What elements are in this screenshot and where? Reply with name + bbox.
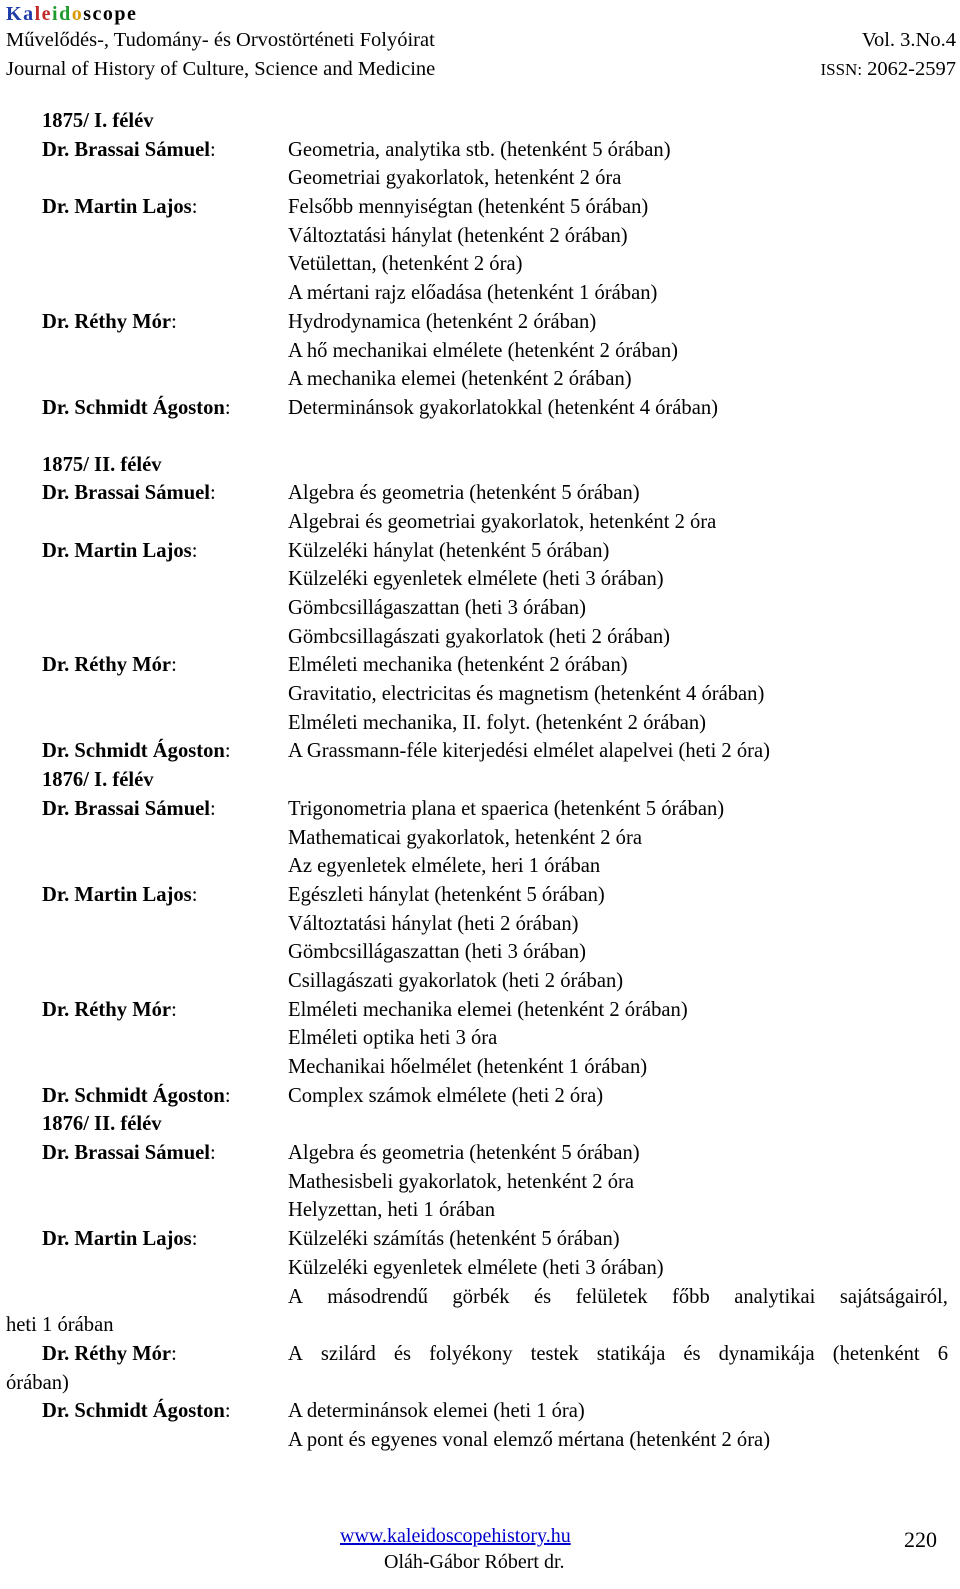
lecturer-name: Dr. Réthy Mór: [42,998,177,1021]
course-title: A Grassmann-féle kiterjedési elmélet alapelvei (heti 2 óra) [288,740,771,763]
lecturer-name: Dr. Réthy Mór: [42,654,177,677]
issn-value: 2062-2597 [867,58,956,80]
course-title: A pont és egyenes vonal elemző mértana (hetenként 2 óra) [288,1428,771,1451]
volume-label: Vol. 3.No.4 [861,29,956,51]
brand-letter: c [92,3,103,25]
course-title: Mathematicai gyakorlatok, hetenként 2 óra [288,826,642,849]
course-title: Helyzettan, heti 1 órában [288,1199,495,1222]
course-row [0,394,960,423]
course-row [0,1311,960,1340]
course-row [0,910,960,939]
course-row [0,881,960,910]
journal-header [6,2,956,84]
journal-title-en: Journal of History of Culture, Science and Medicine [6,58,436,80]
semester-heading-row [0,107,960,136]
course-row [0,1397,960,1426]
semester-heading: 1875/ I. félév [42,110,154,132]
course-row [0,824,960,853]
brand-letter: p [114,3,128,25]
course-title: Algebrai és geometriai gyakorlatok, hetenként 2 óra [288,510,717,533]
course-row [0,852,960,881]
course-title: Elméleti mechanika elemei (hetenként 2 órában) [288,998,688,1021]
course-row [0,565,960,594]
course-title: Algebra és geometria (hetenként 5 órában) [288,482,640,505]
brand-letter: o [71,3,84,25]
brand-letter: i [52,3,60,25]
course-row [0,222,960,251]
lecturer-name: Dr. Martin Lajos: [42,883,198,906]
course-row [0,1283,960,1312]
author-name: Oláh-Gábor Róbert dr. [384,1551,565,1573]
course-row [0,136,960,165]
brand-letter: o [102,3,115,25]
lecturer-name: Dr. Brassai Sámuel: [42,1142,216,1165]
course-row [0,737,960,766]
course-row [0,279,960,308]
lecturer-name: Dr. Martin Lajos: [42,1228,198,1251]
course-title: Vetülettan, (hetenként 2 óra) [288,253,523,276]
course-title: Külzeléki egyenletek elmélete (heti 3 órában) [288,1256,664,1279]
course-title: Hydrodynamica (hetenként 2 órában) [288,310,597,333]
course-title: Gömbcsillágaszattan (heti 3 órában) [288,597,586,619]
course-row [0,1053,960,1082]
issn [820,55,956,84]
spacer [0,423,960,451]
lecturer-name: Dr. Schmidt Ágoston: [42,396,231,419]
course-title: A szilárd és folyékony testek statikája és dynamikája (hetenként 6 [288,1342,948,1365]
lecturer-name: Dr. Réthy Mór: [42,1342,177,1365]
course-title: Csillagászati gyakorlatok (heti 2 órában) [288,969,624,992]
course-row [0,967,960,996]
course-title: Gömbcsillágaszattan (heti 3 órában) [288,941,586,964]
course-row [0,680,960,709]
lecturer-name: Dr. Brassai Sámuel: [42,797,216,820]
brand-letter: s [83,3,93,25]
course-row [0,651,960,680]
course-row [0,1340,960,1369]
course-title: Algebra és geometria (hetenként 5 órában) [288,1142,640,1165]
course-continuation: órában) [6,1371,69,1394]
lecturer-name: Dr. Schmidt Ágoston: [42,740,231,763]
course-continuation: heti 1 órában [6,1314,114,1337]
course-row [0,1254,960,1283]
semester-heading: 1876/ II. félév [42,1113,162,1136]
course-title: Mathesisbeli gyakorlatok, hetenként 2 óra [288,1170,634,1193]
course-title: Külzeléki számítás (hetenként 5 órában) [288,1228,620,1251]
course-row [0,365,960,394]
course-row [0,709,960,738]
lecturer-name: Dr. Brassai Sámuel: [42,482,216,505]
course-title: Változtatási hánylat (hetenként 2 órában) [288,224,628,247]
course-row [0,1369,960,1398]
website-link[interactable]: www.kaleidoscopehistory.hu [340,1525,571,1547]
brand-logo [6,2,956,26]
course-title: A determinánsok elemei (heti 1 óra) [288,1400,585,1423]
brand-letter: d [59,3,72,25]
lecturer-name: Dr. Brassai Sámuel: [42,138,216,161]
course-row [0,996,960,1025]
lecturer-name: Dr. Martin Lajos: [42,539,198,562]
course-row [0,795,960,824]
course-title: Geometria, analytika stb. (hetenként 5 órában) [288,138,671,161]
course-row [0,308,960,337]
course-title: Gömbcsillagászati gyakorlatok (heti 2 órában) [288,625,670,648]
course-title: Felsőbb mennyiségtan (hetenként 5 órában) [288,196,649,219]
page-number: 220 [904,1527,937,1552]
course-title: Egészleti hánylat (hetenként 5 órában) [288,883,605,906]
course-title: Trigonometria plana et spaerica (hetenként 5 órában) [288,797,725,820]
course-title: Külzeléki hánylat (hetenként 5 órában) [288,539,610,562]
course-row [0,164,960,193]
course-title: Az egyenletek elmélete, heri 1 órában [288,855,601,878]
course-title: A mechanika elemei (hetenként 2 órában) [288,368,632,391]
semester-heading-row [0,1110,960,1139]
course-row [0,1168,960,1197]
lecturer-name: Dr. Schmidt Ágoston: [42,1084,231,1107]
course-title: Változtatási hánylat (heti 2 órában) [288,912,579,935]
course-title: Complex számok elmélete (heti 2 óra) [288,1084,604,1107]
course-title: Gravitatio, electricitas és magnetism (hetenként 4 órában) [288,683,765,706]
course-list [0,107,960,1455]
course-title: Mechanikai hőelmélet (hetenként 1 órában) [288,1056,648,1078]
course-title: A hő mechanikai elmélete (hetenként 2 órában) [288,339,678,362]
lecturer-name: Dr. Schmidt Ágoston: [42,1400,231,1423]
course-row [0,1225,960,1254]
course-title: A másodrendű görbék és felületek főbb analytikai sajátságairól, [288,1285,948,1308]
course-row [0,537,960,566]
lecturer-name: Dr. Martin Lajos: [42,196,198,219]
course-row [0,1196,960,1225]
course-title: Elméleti optika heti 3 óra [288,1027,498,1050]
course-title: A mértani rajz előadása (hetenként 1 órában) [288,282,658,305]
course-row [0,250,960,279]
semester-heading-row [0,766,960,795]
course-row [0,623,960,652]
brand-letter: K [6,3,24,25]
course-row [0,479,960,508]
lecturer-name: Dr. Réthy Mór: [42,310,177,333]
journal-title-hu: Művelődés-, Tudomány- és Orvostörténeti Folyóirat [6,29,435,51]
course-row [0,594,960,623]
course-title: Elméleti mechanika (hetenként 2 órában) [288,654,628,677]
header-row-1 [6,26,956,55]
issn-label: ISSN: [820,60,863,79]
course-title: Determinánsok gyakorlatokkal (hetenként 4 órában) [288,396,719,419]
semester-heading-row [0,451,960,480]
course-row [0,1426,960,1455]
course-row [0,193,960,222]
semester-heading: 1875/ II. félév [42,453,162,476]
course-title: Külzeléki egyenletek elmélete (heti 3 órában) [288,568,664,591]
brand-letter: l [34,3,42,25]
course-title: Geometriai gyakorlatok, hetenként 2 óra [288,167,622,190]
course-title: Elméleti mechanika, II. folyt. (hetenként 2 órában) [288,711,706,734]
course-row [0,337,960,366]
course-row [0,508,960,537]
course-row [0,938,960,967]
course-row [0,1024,960,1053]
header-row-2 [6,55,956,84]
brand-letter: e [127,3,138,25]
brand-letter: e [41,3,53,25]
course-row [0,1082,960,1111]
semester-heading: 1876/ I. félév [42,769,154,792]
brand-letter: a [23,3,35,25]
course-row [0,1139,960,1168]
